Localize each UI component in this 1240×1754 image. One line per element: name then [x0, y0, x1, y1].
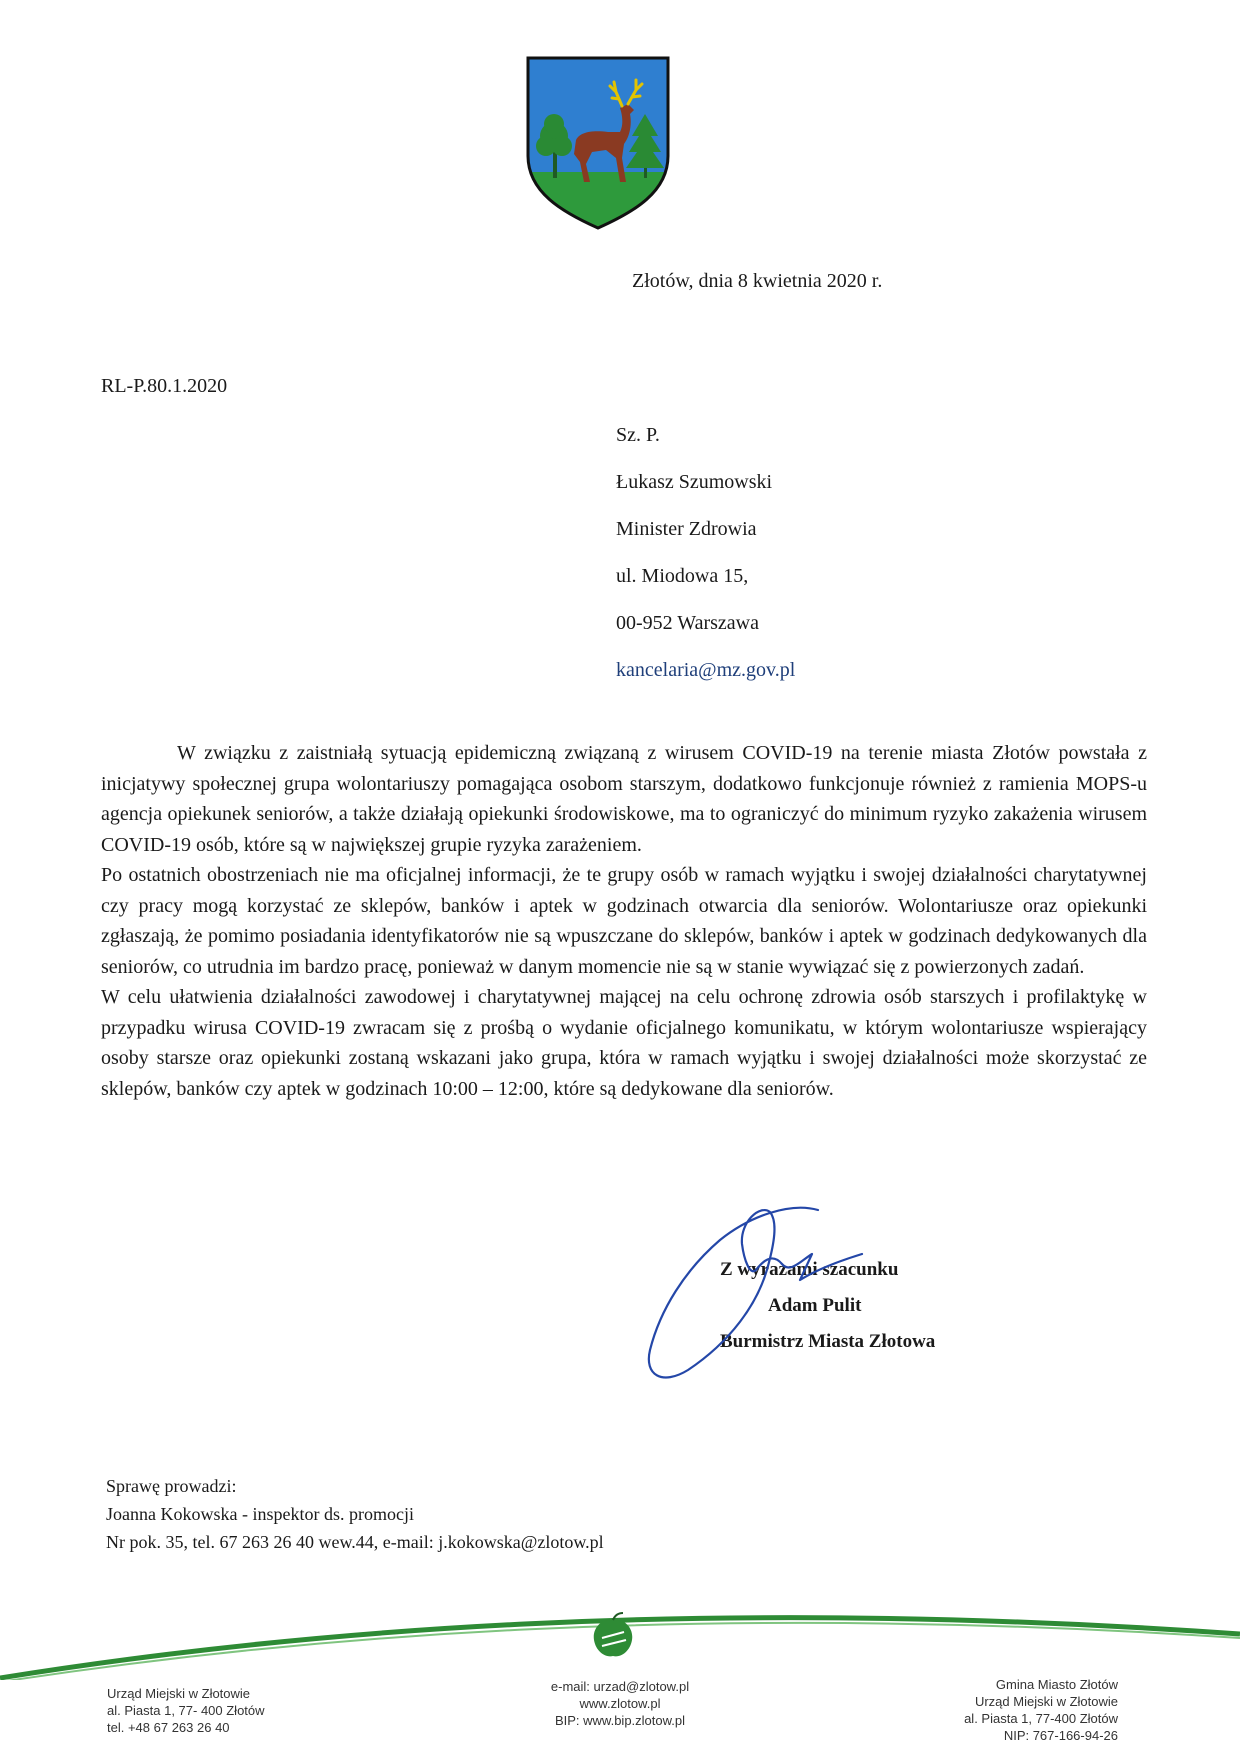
footer-email[interactable]: e-mail: urzad@zlotow.pl [550, 1679, 690, 1694]
footer-address-right: al. Piasta 1, 77-400 Złotów [964, 1711, 1118, 1726]
footer-website[interactable]: www.zlotow.pl [579, 1696, 661, 1711]
recipient-position: Minister Zdrowia [616, 518, 757, 540]
signatory-name: Adam Pulit [768, 1295, 862, 1316]
coat-of-arms-deer-icon [524, 54, 672, 230]
recipient-salutation: Sz. P. [616, 424, 660, 446]
recipient-street: ul. Miodowa 15, [616, 565, 749, 587]
footer-nip: NIP: 767-166-94-26 [1003, 1728, 1118, 1743]
footer-bip[interactable]: BIP: www.bip.zlotow.pl [554, 1713, 686, 1728]
place-date: Złotów, dnia 8 kwietnia 2020 r. [632, 270, 883, 292]
footer-right-details [900, 1676, 1118, 1744]
closing-block [720, 1252, 935, 1360]
footer-municipality: Gmina Miasto Złotów [995, 1677, 1118, 1692]
footer-office-name: Urząd Miejski w Złotowie [107, 1686, 251, 1701]
recipient-email[interactable]: kancelaria@mz.gov.pl [616, 659, 796, 681]
body-paragraph-1: W związku z zaistniałą sytuacją epidemiczną związaną z wirusem COVID-19 na terenie miasta Złotów powstała z inicjatywy społecznej grupa wolontariuszy pomagająca osobom starszym, dodatkowo funkcjonuje również z ramienia MOPS-u agencja opiekunek seniorów, a także działają opiekunki środowiskowe, ma to ograniczyć do minimum ryzyko zakażenia wirusem COVID-19 osób, które są w największej grupie ryzyka zarażeniem. [101, 742, 1147, 856]
body-paragraph-2: Po ostatnich obostrzeniach nie ma oficjalnej informacji, że te grupy osób w ramach wyjątku i swojej działalności charytatywnej czy pracy mogą korzystać ze sklepów, banków i aptek w godzinach otwarcia dla seniorów. Wolontariusze oraz opiekunki zgłaszają, że pomimo posiadania identyfikatorów nie są wpuszczane do sklepów, banków i aptek w godzinach dedykowanych dla seniorów, co utrudnia im bardzo pracę, ponieważ w danym momencie nie są w stanie wywiązać się z powierzonych zadań. [101, 864, 1147, 978]
footer-office-phone: tel. +48 67 263 26 40 [107, 1720, 230, 1735]
recipient-name: Łukasz Szumowski [616, 471, 773, 493]
closing-phrase: Z wyrazami szacunku [720, 1259, 899, 1280]
footer-center-contacts [480, 1678, 760, 1729]
reference-number: RL-P.80.1.2020 [101, 375, 228, 397]
body-paragraph-3: W celu ułatwienia działalności zawodowej i charytatywnej mającej na celu ochronę zdrowia osób starszych i profilaktykę w przypadku wirusa COVID-19 zwracam się z prośbą o wydanie oficjalnego komunikatu, w którym wolontariusze wspierający osoby starsze oraz opiekunki zostaną wskazani jako grupa, która w ramach wyjątku i swojej działalności może skorzystać ze sklepów, banków czy aptek w godzinach 10:00 – 12:00, które są dedykowane dla seniorów. [101, 986, 1147, 1100]
handler-contact: Nr pok. 35, tel. 67 263 26 40 wew.44, e-mail: j.kokowska@zlotow.pl [106, 1532, 604, 1552]
footer-office-name-right: Urząd Miejski w Złotowie [974, 1694, 1118, 1709]
footer-left-address [107, 1685, 265, 1736]
handler-label: Sprawę prowadzi: [106, 1476, 237, 1496]
apple-leaf-logo-icon [588, 1612, 638, 1660]
signatory-title: Burmistrz Miasta Złotowa [720, 1331, 936, 1352]
case-handler-block [106, 1472, 604, 1556]
recipient-block [616, 412, 795, 694]
handler-person: Joanna Kokowska - inspektor ds. promocji [106, 1504, 414, 1524]
footer-office-address: al. Piasta 1, 77- 400 Złotów [107, 1703, 265, 1718]
letter-body [101, 738, 1147, 1104]
recipient-city: 00-952 Warszawa [616, 612, 759, 634]
